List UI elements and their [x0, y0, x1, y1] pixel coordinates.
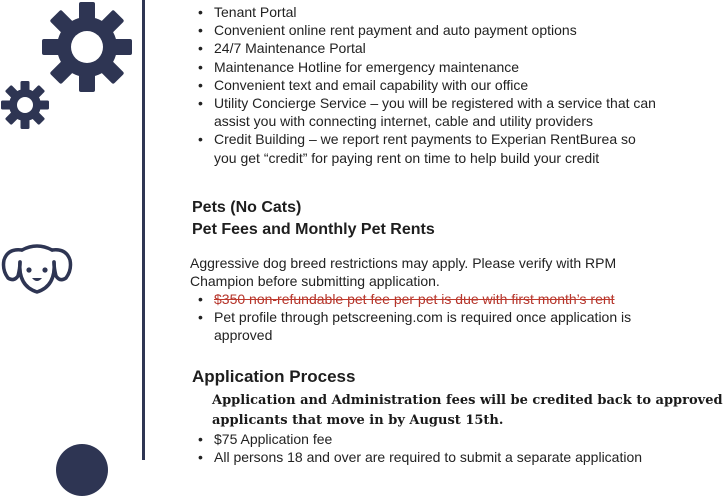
vertical-divider [142, 0, 145, 460]
list-item: • Maintenance Hotline for emergency maintenance [192, 58, 656, 76]
application-note: Application and Administration fees will be credited back to approved applicants that move in by August 15th. [212, 393, 723, 428]
gear-icon [0, 80, 50, 130]
list-item: • All persons 18 and over are required to submit a separate application [192, 448, 642, 466]
decorative-circle [56, 444, 108, 496]
features-list [192, 3, 656, 167]
list-item: • Credit Building – we report rent payments to Experian RentBurea so you get “credit” for paying rent on time to help build your credit [192, 130, 656, 166]
list-item [192, 290, 631, 308]
gear-icon [40, 0, 134, 94]
application-heading: Application Process [192, 367, 356, 386]
application-list [192, 430, 642, 466]
list-item: • 24/7 Maintenance Portal [192, 39, 656, 57]
list-item: • Convenient text and email capability with our office [192, 76, 656, 94]
list-item: • Pet profile through petscreening.com is required once application is approved [192, 308, 631, 344]
pets-intro: Aggressive dog breed restrictions may apply. Please verify with RPM Champion before submitting application. [190, 255, 617, 290]
struck-fee: $350 non-refundable pet fee per pet is due with first month’s rent [214, 291, 615, 307]
list-item: • Utility Concierge Service – you will be registered with a service that can assist you with connecting internet, cable and utility providers [192, 94, 656, 130]
pets-heading: Pets (No Cats) [192, 199, 302, 216]
list-item: • $75 Application fee [192, 430, 642, 448]
list-item: • Convenient online rent payment and auto payment options [192, 21, 656, 39]
list-item: • Tenant Portal [192, 3, 656, 21]
pets-list [192, 290, 631, 345]
dog-icon [0, 238, 74, 300]
pet-fees-heading: Pet Fees and Monthly Pet Rents [192, 221, 435, 238]
